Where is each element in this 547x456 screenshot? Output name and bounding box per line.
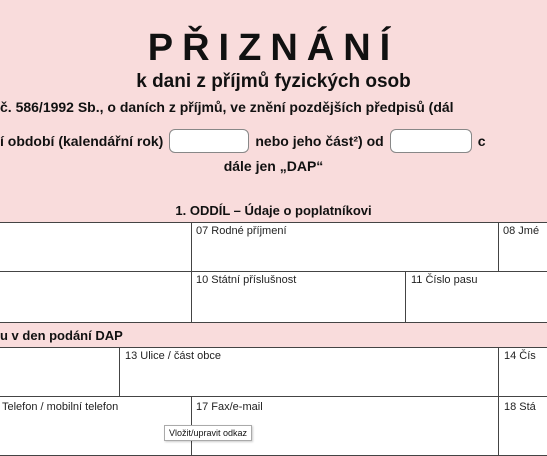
dap-note: dále jen „DAP“ (223, 158, 324, 174)
tax-period-row (0, 128, 486, 154)
field-08-label: 08 Jmé (503, 225, 540, 237)
law-reference: č. 586/1992 Sb., o daních z příjmů, ve znění pozdějších předpisů (dál (0, 99, 454, 115)
field-16-label: Telefon / mobilní telefon (2, 401, 119, 413)
field-18-label: 18 Stá (504, 401, 536, 413)
period-from-input[interactable] (390, 129, 472, 153)
address-band (0, 322, 547, 348)
field-11-label: 11 Číslo pasu (411, 274, 478, 286)
section-title: 1. ODDÍL – Údaje o poplatníkovi (175, 203, 372, 218)
tax-year-input[interactable] (169, 129, 249, 153)
field-06-box[interactable] (0, 222, 194, 274)
form-subtitle: k dani z příjmů fyzických osob (136, 71, 411, 92)
field-10-label: 10 Státní příslušnost (196, 274, 297, 286)
insert-link-tooltip[interactable]: Vložit/upravit odkaz (164, 425, 252, 441)
field-13-label: 13 Ulice / část obce (125, 350, 221, 362)
period-part-label: nebo jeho část²) od (255, 133, 384, 149)
field-12-box[interactable] (0, 347, 122, 399)
form-title: PŘIZNÁNÍ (147, 27, 400, 69)
field-17-label: 17 Fax/e-mail (196, 401, 263, 413)
field-14-label: 14 Čís (504, 350, 536, 362)
field-07-label: 07 Rodné příjmení (196, 225, 287, 237)
address-band-label: u v den podání DAP (0, 328, 123, 343)
trailing-text: c (477, 133, 486, 149)
field-09-box[interactable] (0, 271, 194, 323)
tax-period-label: í období (kalendářní rok) (0, 133, 164, 149)
